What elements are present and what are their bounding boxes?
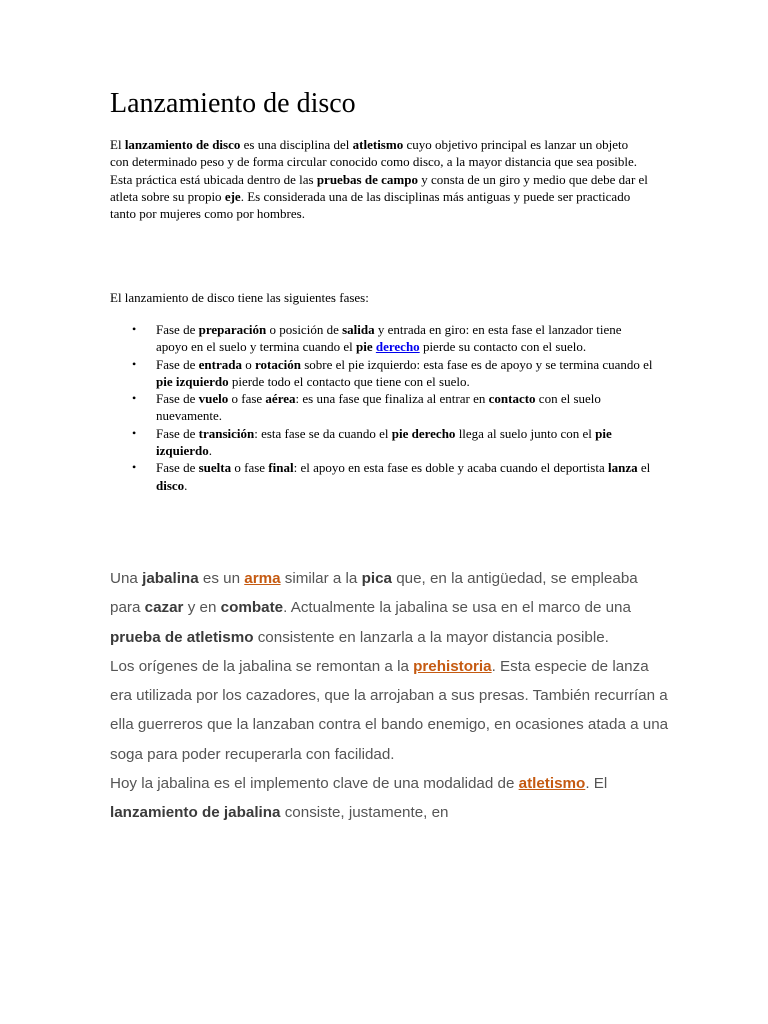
bold-term: eje bbox=[224, 188, 241, 204]
bold-term: prueba de atletismo bbox=[110, 628, 254, 646]
bold-term: lanzamiento de jabalina bbox=[110, 804, 281, 822]
text: Los orígenes de la jabalina se remontan a la bbox=[110, 657, 414, 675]
bullet-icon: • bbox=[132, 356, 137, 371]
bullet-icon: • bbox=[132, 391, 137, 406]
text: o posición de bbox=[266, 322, 343, 337]
jabalina-paragraph-2 bbox=[110, 652, 670, 769]
bold-term: vuelo bbox=[198, 391, 229, 407]
text: sobre el pie izquierdo: esta fase es de apoyo y se termina cuando el bbox=[300, 356, 653, 372]
text: Fase de bbox=[156, 356, 199, 372]
text: pierde todo el contacto que tiene con el suelo. bbox=[228, 373, 470, 389]
text: o fase bbox=[228, 391, 266, 407]
text: : esta fase se da cuando el bbox=[254, 425, 392, 441]
text: . bbox=[184, 477, 188, 493]
text: . Esta especie de lanza era utilizada por los cazadores, que la arrojaban a sus presas. También recurrían a ella guerreros que la lanzaban contra el bando enemigo, en ocasiones atada a una soga para poder recuperarla con facilidad. bbox=[110, 657, 669, 763]
text: que, en la antigüedad, se empleaba para bbox=[110, 570, 638, 617]
bold-term: transición bbox=[198, 425, 255, 441]
bold-term: pica bbox=[361, 570, 392, 587]
text: y consta de un giro y medio que debe dar el atleta sobre su propio bbox=[110, 171, 648, 204]
bold-term: entrada bbox=[198, 356, 242, 372]
text: o bbox=[241, 356, 255, 372]
text: . El bbox=[585, 775, 608, 793]
bold-term: pie izquierdo bbox=[156, 425, 612, 459]
bold-term: aérea bbox=[265, 391, 296, 407]
bold-term: jabalina bbox=[142, 570, 199, 587]
text: consiste, justamente, en bbox=[280, 804, 449, 822]
text: Fase de bbox=[156, 460, 199, 476]
page-title: Lanzamiento de disco bbox=[110, 88, 356, 119]
intro-paragraph bbox=[110, 136, 650, 222]
list-item-preparacion bbox=[132, 321, 655, 356]
bold-term: contacto bbox=[488, 391, 536, 407]
phases-list bbox=[110, 321, 655, 494]
text: es un bbox=[198, 570, 245, 587]
text: El bbox=[110, 137, 125, 152]
text: . bbox=[208, 443, 212, 459]
bold-term: salida bbox=[342, 322, 375, 337]
link-prehistoria[interactable]: prehistoria bbox=[413, 657, 492, 675]
bold-term: preparación bbox=[198, 322, 267, 337]
list-item-entrada bbox=[132, 356, 655, 391]
bold-term: rotación bbox=[254, 356, 301, 372]
text: Hoy la jabalina es el implemento clave de una modalidad de bbox=[110, 775, 519, 793]
jabalina-paragraph-1 bbox=[110, 564, 670, 652]
link-arma[interactable]: arma bbox=[244, 570, 281, 587]
bold-term: pruebas de campo bbox=[316, 171, 418, 187]
link-atletismo[interactable]: atletismo bbox=[518, 775, 586, 793]
bullet-icon: • bbox=[132, 425, 137, 440]
bullet-icon: • bbox=[132, 322, 137, 336]
list-item-vuelo bbox=[132, 390, 655, 425]
bold-term: lanzamiento de disco bbox=[124, 137, 241, 152]
text: el bbox=[637, 460, 651, 476]
text: con el suelo nuevamente. bbox=[156, 391, 601, 424]
bold-term: pie izquierdo bbox=[156, 373, 229, 389]
text: Fase de bbox=[156, 391, 199, 407]
text: o fase bbox=[231, 460, 269, 476]
bold-term: cazar bbox=[144, 599, 184, 617]
text: y entrada en giro: en esta fase el lanzador tiene apoyo en el suelo y termina cuando el bbox=[156, 322, 622, 355]
text: pierde su contacto con el suelo. bbox=[419, 339, 587, 355]
text: Fase de bbox=[156, 425, 199, 441]
list-item-transicion bbox=[132, 425, 655, 460]
bold-term: final bbox=[268, 460, 294, 476]
text: . Actualmente la jabalina se usa en el marco de una bbox=[283, 599, 631, 617]
text: . Es considerada una de las disciplinas más antiguas y puede ser practicado tanto por mujeres como por hombres. bbox=[110, 188, 631, 222]
list-item-suelta bbox=[132, 459, 655, 494]
text: es una disciplina del bbox=[240, 137, 353, 152]
link-derecho[interactable]: derecho bbox=[375, 339, 420, 355]
text: : es una fase que finaliza al entrar en bbox=[295, 391, 489, 407]
bold-term: pie bbox=[356, 339, 373, 355]
text: llega al suelo junto con el bbox=[455, 425, 596, 441]
bold-term: suelta bbox=[198, 460, 232, 476]
bold-term: disco bbox=[156, 477, 185, 493]
jabalina-section bbox=[110, 564, 670, 828]
text: : el apoyo en esta fase es doble y acaba cuando el deportista bbox=[293, 460, 608, 476]
text: Fase de bbox=[156, 322, 199, 337]
text: y en bbox=[183, 599, 221, 617]
bold-term: lanza bbox=[608, 460, 638, 476]
text: similar a la bbox=[280, 570, 362, 587]
phases-intro: El lanzamiento de disco tiene las siguientes fases: bbox=[110, 290, 369, 305]
text: consistente en lanzarla a la mayor distancia posible. bbox=[253, 628, 609, 646]
bold-term: combate bbox=[220, 599, 284, 617]
text: cuyo objetivo principal es lanzar un objeto con determinado peso y de forma circular conocido como disco, a la mayor distancia que sea posible. Esta práctica está ubicada dentro de las bbox=[110, 137, 638, 187]
bold-term: atletismo bbox=[352, 137, 404, 152]
text: Una bbox=[110, 570, 143, 587]
bullet-icon: • bbox=[132, 460, 137, 475]
jabalina-paragraph-3 bbox=[110, 769, 670, 828]
bold-term: pie derecho bbox=[391, 425, 456, 441]
